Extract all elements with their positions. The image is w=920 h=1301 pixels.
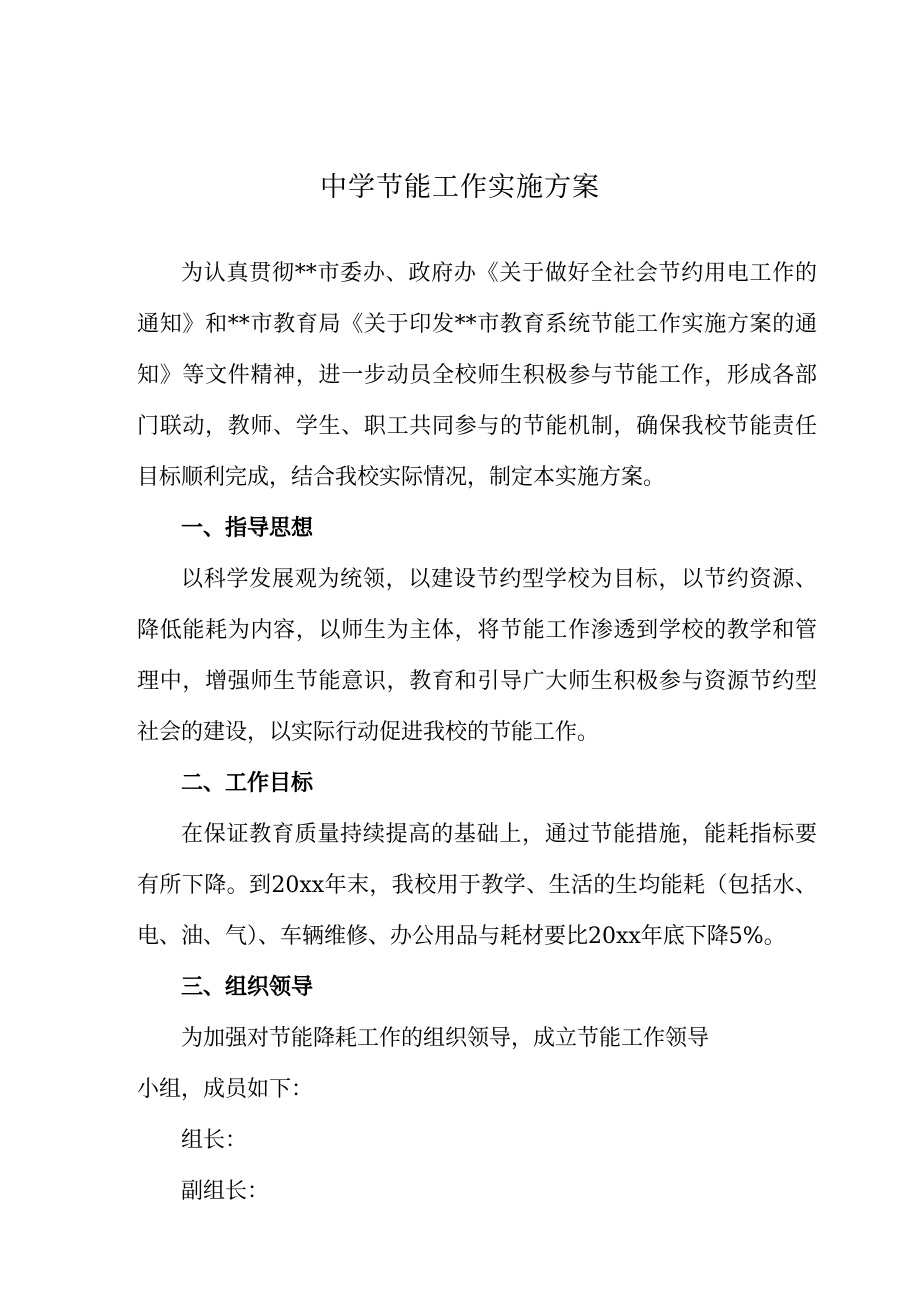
section-text-organization-line1: 为加强对节能降耗工作的组织领导，成立节能工作领导 — [181, 1026, 710, 1051]
section-heading-guiding-ideology: 一、指导思想 — [181, 515, 314, 541]
document-title: 中学节能工作实施方案 — [320, 172, 600, 203]
intro-paragraph: 为认真贯彻**市委办、政府办《关于做好全社会节约用电工作的通知》和**市教育局《关于印发**市教育系统节能工作实施方案的通知》等文件精神，进一步动员全校师生积极参与节能工作，形成各部门联动，教师、学生、职工共同参与的节能机制，确保我校节能责任目标顺利完成，结合我校实际情况，制定本实施方案。 — [137, 261, 817, 490]
deputy-leader-label: 副组长： — [181, 1179, 270, 1204]
section-heading-organization: 三、组织领导 — [181, 974, 314, 1000]
section-text-work-goals: 在保证教育质量持续提高的基础上，通过节能措施，能耗指标要有所下降。到20xx年末，我校用于教学、生活的生均能耗（包括水、电、油、气）、车辆维修、办公用品与耗材要比20xx年底下降5%。 — [137, 822, 817, 949]
section-text-guiding-ideology: 以科学发展观为统领，以建设节约型学校为目标，以节约资源、降低能耗为内容，以师生为主体，将节能工作渗透到学校的教学和管理中，增强师生节能意识，教育和引导广大师生积极参与资源节约型社会的建设，以实际行动促进我校的节能工作。 — [137, 567, 817, 745]
section-text-organization-line2: 小组，成员如下： — [137, 1077, 314, 1102]
section-heading-work-goals: 二、工作目标 — [181, 770, 314, 796]
document-body — [137, 248, 817, 1217]
leader-label: 组长： — [181, 1128, 248, 1153]
